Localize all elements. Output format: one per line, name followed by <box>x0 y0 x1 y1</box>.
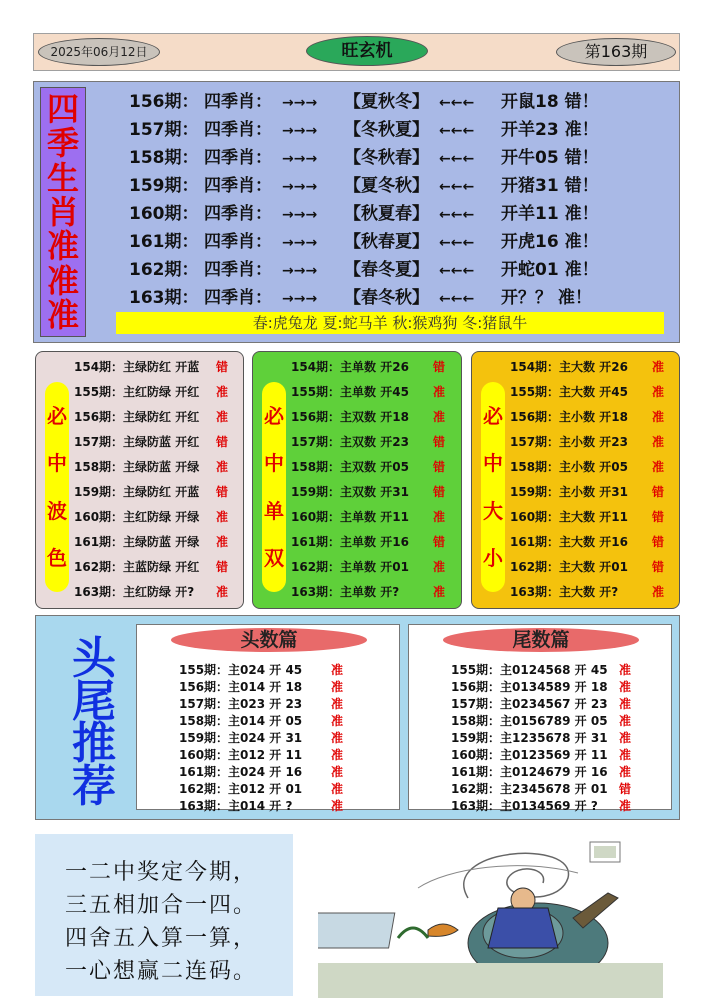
result-mark: 错 <box>652 485 665 499</box>
pick-text: 154期：主绿防红 开蓝 <box>74 360 200 374</box>
result-mark: 准 <box>216 535 229 549</box>
pick-text: 155期：主0124568 开 45 <box>451 663 608 677</box>
list-item <box>74 405 228 430</box>
result-mark: 准 <box>619 663 632 677</box>
result-mark: 准 <box>433 510 446 524</box>
arrow-left-icon: ←←← <box>439 207 475 223</box>
title-char: 单 <box>264 498 284 523</box>
list-item <box>291 430 445 455</box>
list-item <box>74 455 228 480</box>
pick-text: 156期：主绿防红 开红 <box>74 410 200 424</box>
season-pick: 【春冬秋】 <box>344 288 429 308</box>
season-pick: 【冬秋春】 <box>344 148 429 168</box>
arrow-right-icon: →→→ <box>282 95 318 111</box>
period-label: 156期： <box>129 92 199 112</box>
title-char: 尾 <box>72 675 116 727</box>
season-row <box>129 256 605 284</box>
arrow-right-icon: →→→ <box>282 207 318 223</box>
result-mark: 准 <box>433 385 446 399</box>
arrow-left-icon: ←←← <box>439 95 475 111</box>
pick-text: 163期：主0134569 开 ? <box>451 799 598 813</box>
list-item <box>74 580 228 605</box>
pick-text: 160期：主红防绿 开绿 <box>74 510 200 524</box>
title-char: 肖 <box>46 192 79 231</box>
result-mark: 错 <box>433 460 446 474</box>
pick-text: 159期：主双数 开31 <box>291 485 409 499</box>
tail-number-box <box>408 624 672 813</box>
result-label: 开鼠18 错！ <box>501 92 599 112</box>
season-label: 四季肖： <box>204 260 272 280</box>
head-tail-panel <box>35 615 680 820</box>
result-mark: 准 <box>652 360 665 374</box>
result-mark: 准 <box>331 799 344 813</box>
list-item <box>291 380 445 405</box>
list-item <box>291 480 445 505</box>
season-label: 四季肖： <box>204 92 272 112</box>
result-label: 开猪31 错！ <box>501 176 599 196</box>
list-item <box>291 530 445 555</box>
result-mark: 准 <box>331 748 344 762</box>
result-mark: 准 <box>331 663 344 677</box>
pick-text: 163期：主大数 开? <box>510 585 619 599</box>
result-label: 开牛05 错！ <box>501 148 599 168</box>
list-item <box>179 798 394 815</box>
poem-line: 四舍五入算一算， <box>65 926 258 951</box>
title-char: 中 <box>47 451 67 476</box>
pick-text: 156期：主014 开 18 <box>179 680 303 694</box>
list-item <box>179 696 394 713</box>
result-mark: 准 <box>619 697 632 711</box>
title-char: 必 <box>483 403 503 428</box>
result-label: 开羊23 准！ <box>501 120 599 140</box>
arrow-right-icon: →→→ <box>282 263 318 279</box>
result-mark: 准 <box>619 748 632 762</box>
list-item <box>451 781 666 798</box>
season-label: 四季肖： <box>204 204 272 224</box>
list-item <box>451 798 666 815</box>
season-row <box>129 172 605 200</box>
poem-line: 一心想赢二连码。 <box>65 959 258 984</box>
issue-badge: 第163期 <box>556 38 676 66</box>
list-item <box>291 580 445 605</box>
pick-text: 161期：主024 开 16 <box>179 765 303 779</box>
pick-text: 157期：主双数 开23 <box>291 435 409 449</box>
pick-text: 157期：主0234567 开 23 <box>451 697 608 711</box>
pick-text: 160期：主单数 开11 <box>291 510 409 524</box>
season-row <box>129 228 605 256</box>
result-mark: 准 <box>331 731 344 745</box>
title-char: 必 <box>264 403 284 428</box>
result-mark: 准 <box>331 765 344 779</box>
pick-text: 162期：主单数 开01 <box>291 560 409 574</box>
pick-text: 158期：主0156789 开 05 <box>451 714 608 728</box>
title-char: 头 <box>72 633 116 684</box>
pick-text: 158期：主绿防蓝 开绿 <box>74 460 200 474</box>
season-label: 四季肖： <box>204 176 272 196</box>
result-mark: 准 <box>619 731 632 745</box>
title-char: 小 <box>483 546 503 571</box>
big-small-panel-title <box>481 382 505 592</box>
sage-illustration <box>318 838 663 998</box>
result-mark: 错 <box>619 782 632 796</box>
list-item <box>179 662 394 679</box>
result-mark: 准 <box>619 714 632 728</box>
poem-line: 三五相加合一四。 <box>65 893 258 918</box>
list-item <box>510 530 664 555</box>
list-item <box>291 555 445 580</box>
pick-text: 156期：主0134589 开 18 <box>451 680 608 694</box>
season-pick: 【夏秋冬】 <box>344 92 429 112</box>
result-label: 开羊11 准！ <box>501 204 599 224</box>
pick-text: 160期：主012 开 11 <box>179 748 303 762</box>
arrow-left-icon: ←←← <box>439 179 475 195</box>
result-mark: 准 <box>619 680 632 694</box>
pick-text: 163期：主红防绿 开? <box>74 585 195 599</box>
season-label: 四季肖： <box>204 288 272 308</box>
result-mark: 准 <box>331 714 344 728</box>
list-item <box>179 679 394 696</box>
list-item <box>451 747 666 764</box>
pick-text: 157期：主023 开 23 <box>179 697 303 711</box>
season-label: 四季肖： <box>204 148 272 168</box>
list-item <box>510 430 664 455</box>
period-label: 160期： <box>129 204 199 224</box>
title-char: 双 <box>264 546 284 571</box>
season-legend: 春:虎兔龙 夏:蛇马羊 秋:猴鸡狗 冬:猪鼠牛 <box>116 312 664 334</box>
list-item <box>74 480 228 505</box>
result-mark: 准 <box>619 765 632 779</box>
result-mark: 错 <box>652 510 665 524</box>
result-mark: 准 <box>331 697 344 711</box>
result-mark: 错 <box>216 560 229 574</box>
list-item <box>291 505 445 530</box>
tail-number-title: 尾数篇 <box>443 628 639 652</box>
result-mark: 错 <box>216 435 229 449</box>
season-row <box>129 116 605 144</box>
title-char: 推 <box>72 718 116 770</box>
result-mark: 准 <box>652 460 665 474</box>
list-item <box>291 455 445 480</box>
pick-text: 161期：主大数 开16 <box>510 535 628 549</box>
list-item <box>74 380 228 405</box>
result-mark: 错 <box>433 435 446 449</box>
result-label: 开蛇01 准！ <box>501 260 599 280</box>
header-bar <box>33 33 680 71</box>
title-char: 准 <box>46 261 79 300</box>
result-mark: 准 <box>216 460 229 474</box>
season-row <box>129 200 605 228</box>
odd-even-panel-title <box>262 382 286 592</box>
list-item <box>74 430 228 455</box>
title-char: 色 <box>47 546 67 571</box>
result-mark: 错 <box>433 485 446 499</box>
pick-text: 163期：主014 开 ? <box>179 799 293 813</box>
result-mark: 错 <box>216 485 229 499</box>
season-row <box>129 88 605 116</box>
list-item <box>510 455 664 480</box>
list-item <box>510 355 664 380</box>
pick-text: 155期：主024 开 45 <box>179 663 303 677</box>
brand-title: 旺玄机 <box>306 36 428 66</box>
list-item <box>510 580 664 605</box>
arrow-right-icon: →→→ <box>282 123 318 139</box>
pick-text: 163期：主单数 开? <box>291 585 400 599</box>
result-mark: 准 <box>216 385 229 399</box>
result-mark: 错 <box>652 560 665 574</box>
season-row <box>129 144 605 172</box>
list-item <box>451 713 666 730</box>
arrow-left-icon: ←←← <box>439 151 475 167</box>
result-mark: 准 <box>433 585 446 599</box>
result-mark: 准 <box>652 410 665 424</box>
title-char: 季 <box>46 124 79 163</box>
title-char: 四 <box>46 90 79 129</box>
result-mark: 准 <box>331 680 344 694</box>
result-mark: 准 <box>216 410 229 424</box>
arrow-left-icon: ←←← <box>439 235 475 251</box>
list-item <box>179 781 394 798</box>
result-mark: 错 <box>652 535 665 549</box>
pick-text: 155期：主红防绿 开红 <box>74 385 200 399</box>
list-item <box>510 380 664 405</box>
head-number-box <box>136 624 400 813</box>
pick-text: 156期：主小数 开18 <box>510 410 628 424</box>
list-item <box>74 355 228 380</box>
arrow-right-icon: →→→ <box>282 291 318 307</box>
list-item <box>451 662 666 679</box>
pick-text: 158期：主双数 开05 <box>291 460 409 474</box>
title-char: 生 <box>46 158 79 197</box>
result-mark: 准 <box>216 510 229 524</box>
list-item <box>510 505 664 530</box>
arrow-left-icon: ←←← <box>439 263 475 279</box>
list-item <box>510 405 664 430</box>
list-item <box>179 730 394 747</box>
result-mark: 准 <box>652 585 665 599</box>
pick-text: 161期：主绿防蓝 开绿 <box>74 535 200 549</box>
head-number-title: 头数篇 <box>171 628 367 652</box>
list-item <box>451 679 666 696</box>
pick-text: 159期：主024 开 31 <box>179 731 303 745</box>
date-badge: 2025年06月12日 <box>38 38 160 66</box>
list-item <box>451 730 666 747</box>
list-item <box>74 530 228 555</box>
pick-text: 161期：主单数 开16 <box>291 535 409 549</box>
result-mark: 错 <box>433 360 446 374</box>
poem-box <box>35 834 293 996</box>
result-label: 开？？ 准！ <box>501 288 592 308</box>
pick-text: 162期：主大数 开01 <box>510 560 628 574</box>
title-char: 准 <box>46 295 79 334</box>
list-item <box>179 713 394 730</box>
pick-text: 160期：主0123569 开 11 <box>451 748 608 762</box>
season-row <box>129 284 605 312</box>
title-char: 荐 <box>72 760 116 812</box>
arrow-left-icon: ←←← <box>439 123 475 139</box>
period-label: 161期： <box>129 232 199 252</box>
result-mark: 准 <box>433 410 446 424</box>
pick-text: 156期：主双数 开18 <box>291 410 409 424</box>
title-char: 准 <box>46 227 79 266</box>
pick-text: 154期：主单数 开26 <box>291 360 409 374</box>
result-mark: 错 <box>216 360 229 374</box>
season-pick: 【夏冬秋】 <box>344 176 429 196</box>
period-label: 162期： <box>129 260 199 280</box>
result-mark: 准 <box>652 435 665 449</box>
pick-text: 155期：主大数 开45 <box>510 385 628 399</box>
pick-text: 157期：主小数 开23 <box>510 435 628 449</box>
pick-text: 159期：主小数 开31 <box>510 485 628 499</box>
head-tail-title <box>54 633 134 812</box>
season-label: 四季肖： <box>204 120 272 140</box>
result-mark: 准 <box>331 782 344 796</box>
pick-text: 155期：主单数 开45 <box>291 385 409 399</box>
result-label: 开虎16 准！ <box>501 232 599 252</box>
list-item <box>451 764 666 781</box>
pick-text: 154期：主大数 开26 <box>510 360 628 374</box>
pick-text: 158期：主小数 开05 <box>510 460 628 474</box>
list-item <box>510 555 664 580</box>
season-pick: 【冬秋夏】 <box>344 120 429 140</box>
result-mark: 错 <box>433 535 446 549</box>
wave-color-panel <box>35 351 244 609</box>
result-mark: 准 <box>652 385 665 399</box>
arrow-left-icon: ←←← <box>439 291 475 307</box>
season-pick: 【秋夏春】 <box>344 204 429 224</box>
pick-text: 157期：主绿防蓝 开红 <box>74 435 200 449</box>
list-item <box>179 764 394 781</box>
pick-text: 162期：主2345678 开 01 <box>451 782 608 796</box>
pick-text: 160期：主大数 开11 <box>510 510 628 524</box>
wave-panel-title <box>45 382 69 592</box>
arrow-right-icon: →→→ <box>282 179 318 195</box>
result-mark: 准 <box>433 560 446 574</box>
odd-even-panel <box>252 351 462 609</box>
title-char: 波 <box>47 498 67 523</box>
list-item <box>451 696 666 713</box>
result-mark: 准 <box>216 585 229 599</box>
season-pick: 【春冬夏】 <box>344 260 429 280</box>
period-label: 157期： <box>129 120 199 140</box>
title-char: 中 <box>483 451 503 476</box>
list-item <box>74 555 228 580</box>
pick-text: 162期：主蓝防绿 开红 <box>74 560 200 574</box>
list-item <box>510 480 664 505</box>
pick-text: 159期：主绿防红 开蓝 <box>74 485 200 499</box>
pick-text: 159期：主1235678 开 31 <box>451 731 608 745</box>
title-char: 大 <box>483 498 503 523</box>
period-label: 159期： <box>129 176 199 196</box>
pick-text: 158期：主014 开 05 <box>179 714 303 728</box>
list-item <box>291 405 445 430</box>
title-char: 中 <box>264 451 284 476</box>
season-zodiac-panel <box>33 81 680 343</box>
period-label: 158期： <box>129 148 199 168</box>
arrow-right-icon: →→→ <box>282 151 318 167</box>
list-item <box>291 355 445 380</box>
arrow-right-icon: →→→ <box>282 235 318 251</box>
title-char: 必 <box>47 403 67 428</box>
big-small-panel <box>471 351 680 609</box>
pick-text: 162期：主012 开 01 <box>179 782 303 796</box>
list-item <box>74 505 228 530</box>
period-label: 163期： <box>129 288 199 308</box>
season-label: 四季肖： <box>204 232 272 252</box>
list-item <box>179 747 394 764</box>
result-mark: 准 <box>619 799 632 813</box>
pick-text: 161期：主0124679 开 16 <box>451 765 608 779</box>
season-pick: 【秋春夏】 <box>344 232 429 252</box>
poem-line: 一二中奖定今期， <box>65 860 258 885</box>
season-panel-title <box>40 87 86 337</box>
